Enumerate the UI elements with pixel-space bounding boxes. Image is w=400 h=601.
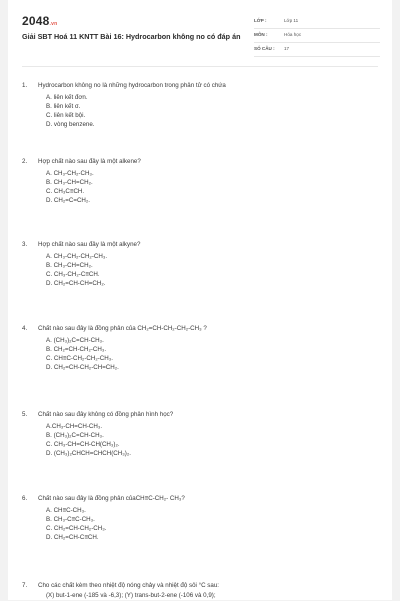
document-header (8, 0, 392, 62)
option-a[interactable]: A. CH₃-CH₂-CH₃. (46, 170, 94, 177)
meta-count-key: SỐ CÂU : (254, 46, 275, 51)
options-list (46, 170, 94, 206)
meta-count-value: 17 (284, 46, 290, 51)
question-stem: Chất nào sau đây là đồng phân của CH₂=CH-CH₂-CH₂-CH₃ ? (38, 325, 207, 332)
options-list (46, 94, 95, 130)
option-c[interactable]: C. CH₃-CH=CH-CH(CH₃)₂. (46, 441, 120, 448)
meta-subject (254, 28, 380, 43)
meta-subject-value: Hóa học (284, 32, 302, 37)
option-c[interactable]: C. CH₃-CH₂-C≡CH. (46, 271, 100, 278)
option-d[interactable]: D. CH₂=C=CH₂. (46, 197, 90, 204)
question-number: 1. (22, 82, 28, 89)
option-c[interactable]: C. liên kết bội. (46, 112, 86, 119)
option-b[interactable]: B. CH₂=CH-CH₂-CH₃. (46, 346, 107, 353)
question-stem: Chất nào sau đây không có đồng phân hình học? (38, 411, 174, 418)
option-d[interactable]: D. vòng benzene. (46, 121, 95, 128)
logo-suffix: .vn (49, 21, 58, 27)
option-d[interactable]: D. CH₂=CH-CH₂-CH=CH₂. (46, 364, 119, 371)
question-number: 6. (22, 495, 28, 502)
option-a[interactable]: A. (CH₃)₂C=CH-CH₃. (46, 337, 104, 344)
question-stem: Chất nào sau đây là đồng phân củaCH≡C-CH₂- CH₃? (38, 495, 185, 502)
option-c[interactable]: C. CH₃C≡CH. (46, 188, 85, 195)
meta-grade (254, 14, 380, 29)
meta-subject-key: MÔN : (254, 32, 268, 37)
option-d[interactable]: D. CH₂=CH-C≡CH. (46, 534, 99, 541)
options-list (46, 423, 131, 459)
question-stem: Hợp chất nào sau đây là một alkene? (38, 158, 141, 165)
option-a[interactable]: A. liên kết đơn. (46, 94, 88, 101)
question-stem: Hydrocarbon không no là những hydrocarbon trong phân tử có chứa (38, 82, 226, 89)
options-list (46, 337, 119, 373)
meta-count (254, 42, 380, 57)
option-a[interactable]: A. CH≡C-CH₃. (46, 507, 86, 514)
question-number: 7. (22, 582, 28, 589)
question-line: (X) but-1-ene (-185 và -6,3); (Y) trans-but-2-ene (-106 và 0,9); (46, 592, 216, 599)
option-b[interactable]: B. CH₃-CH=CH₂. (46, 179, 93, 186)
question-stem: Hợp chất nào sau đây là một alkyne? (38, 241, 141, 248)
document-title: Giải SBT Hoá 11 KNTT Bài 16: Hydrocarbon không no có đáp án (22, 32, 241, 41)
option-b[interactable]: B. liên kết σ. (46, 103, 81, 110)
question-stem: Cho các chất kèm theo nhiệt độ nóng chảy và nhiệt độ sôi °C sau: (38, 582, 219, 589)
site-logo[interactable] (22, 14, 57, 28)
options-list (46, 507, 106, 543)
options-list (46, 253, 107, 289)
question-number: 5. (22, 411, 28, 418)
option-c[interactable]: C. CH₂=CH-CH₂-CH₃. (46, 525, 107, 532)
question-number: 2. (22, 158, 28, 165)
meta-grade-value: Lớp 11 (284, 18, 299, 23)
question-number: 4. (22, 325, 28, 332)
header-divider (22, 66, 378, 67)
meta-grade-key: LỚP : (254, 18, 267, 23)
option-a[interactable]: A.CH₃-CH=CH-CH₃. (46, 423, 103, 430)
option-a[interactable]: A. CH₃-CH₂-CH₂-CH₃. (46, 253, 108, 260)
question-number: 3. (22, 241, 28, 248)
document-page (8, 0, 392, 600)
option-c[interactable]: C. CH≡C-CH₂-CH₂-CH₃. (46, 355, 113, 362)
option-d[interactable]: D. (CH₃)₂CHCH=CHCH(CH₃)₂. (46, 450, 131, 457)
option-d[interactable]: D. CH₂=CH-CH=CH₂. (46, 280, 106, 287)
logo-text: 2048 (22, 14, 50, 28)
option-b[interactable]: B. CH₃-C≡C-CH₃. (46, 516, 95, 523)
option-b[interactable]: B. CH₃-CH=CH₂. (46, 262, 93, 269)
option-b[interactable]: B. (CH₃)₂C=CH-CH₃. (46, 432, 104, 439)
